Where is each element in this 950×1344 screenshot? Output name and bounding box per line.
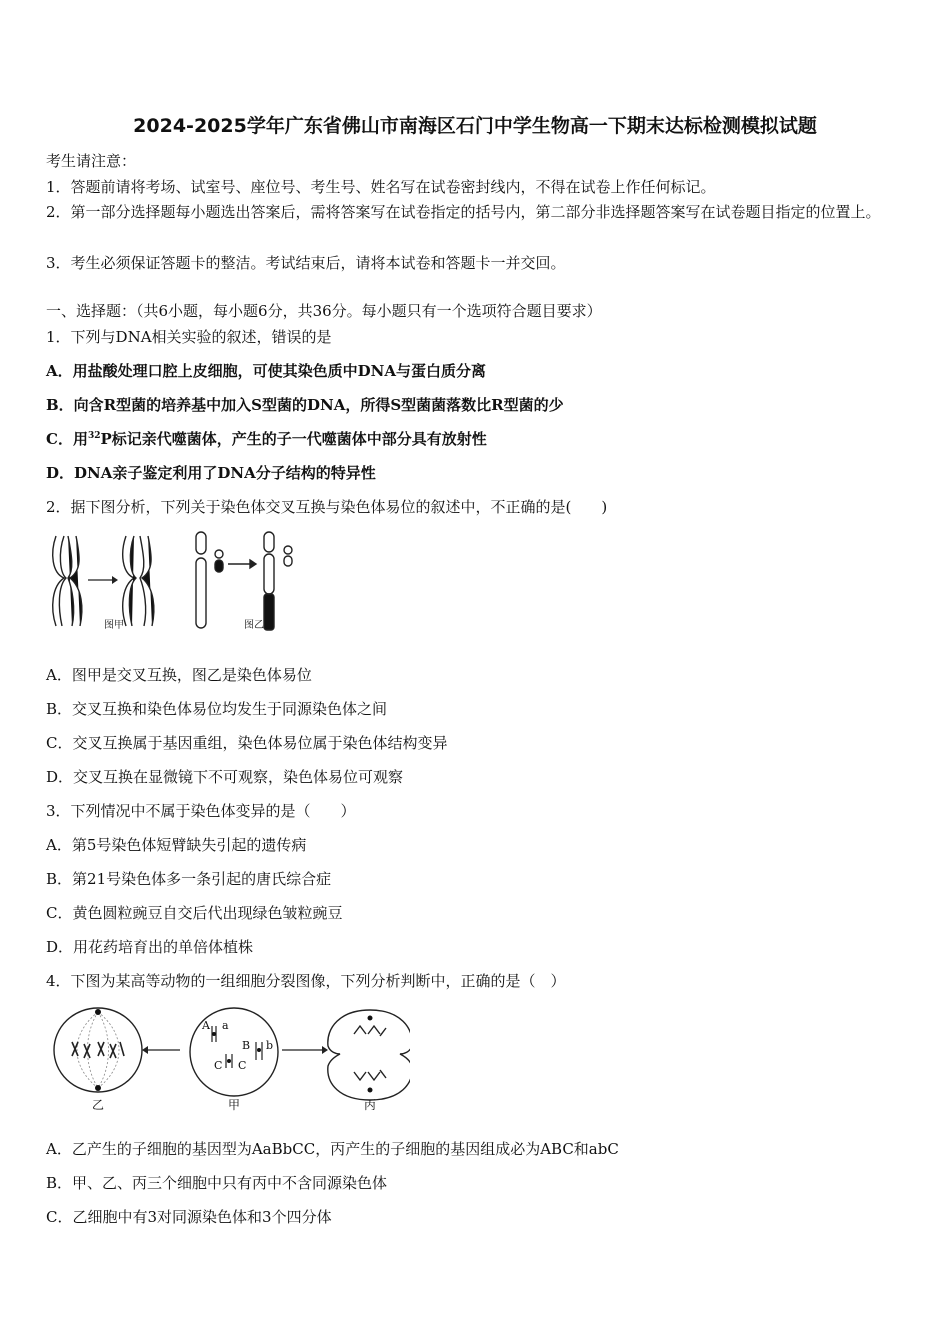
option-c: C．黄色圆粒豌豆自交后代出现绿色皱粒豌豆 bbox=[46, 904, 343, 922]
gene-label: C bbox=[238, 1059, 247, 1072]
option-b: B．第21号染色体多一条引起的唐氏综合症 bbox=[46, 870, 332, 888]
option-a: A．第5号染色体短臂缺失引起的遗传病 bbox=[46, 836, 307, 854]
question-stem: 3．下列情况中不属于染色体变异的是（ ） bbox=[46, 802, 356, 820]
question-stem: 2．据下图分析，下列关于染色体交叉互换与染色体易位的叙述中，不正确的是( ) bbox=[46, 498, 608, 516]
chromosome-figure bbox=[46, 528, 306, 638]
figure-label: 丙 bbox=[364, 1098, 377, 1112]
gene-label: C bbox=[214, 1059, 223, 1072]
option-b: B．甲、乙、丙三个细胞中只有丙中不含同源染色体 bbox=[46, 1174, 388, 1192]
figure-b bbox=[196, 532, 292, 630]
figure-a-before bbox=[53, 536, 82, 626]
option-c bbox=[46, 429, 487, 449]
cell-division-figure bbox=[50, 1004, 410, 1112]
option-c: C．乙细胞中有3对同源染色体和3个四分体 bbox=[46, 1208, 332, 1226]
cell-c-anaphase bbox=[328, 1010, 410, 1100]
option-d: D．用花药培育出的单倍体植株 bbox=[46, 938, 254, 956]
figure-label: 图甲 bbox=[104, 620, 124, 631]
notice-item: 3．考生必须保证答题卡的整洁。考试结束后，请将本试卷和答题卡一并交回。 bbox=[46, 254, 566, 272]
option-a: A．乙产生的子细胞的基因型为AaBbCC，丙产生的子细胞的基因组成必为ABC和abC bbox=[46, 1140, 619, 1158]
gene-label: B bbox=[242, 1039, 251, 1052]
section-heading: 一、选择题：（共6小题，每小题6分，共36分。每小题只有一个选项符合题目要求） bbox=[46, 302, 602, 320]
arrow-head-icon bbox=[322, 1046, 328, 1054]
option-b: B．向含R型菌的培养基中加入S型菌的DNA，所得S型菌菌落数比R型菌的少 bbox=[46, 396, 564, 414]
figure-label: 图乙 bbox=[244, 620, 264, 631]
figure-label: 乙 bbox=[92, 1098, 105, 1112]
question-stem: 1．下列与DNA相关实验的叙述，错误的是 bbox=[46, 328, 332, 346]
notice-item: 1．答题前请将考场、试室号、座位号、考生号、姓名写在试卷密封线内，不得在试卷上作任何标记。 bbox=[46, 178, 716, 196]
notice-item: 2．第一部分选择题每小题选出答案后，需将答案写在试卷指定的括号内，第二部分非选择题答案写在试卷题目指定的位置上。 bbox=[46, 203, 881, 221]
gene-label: b bbox=[266, 1039, 274, 1052]
option-d: D．DNA亲子鉴定利用了DNA分子结构的特异性 bbox=[46, 464, 376, 482]
gene-label: a bbox=[222, 1019, 229, 1032]
isotope-superscript: 32 bbox=[87, 431, 101, 441]
arrow-icon bbox=[142, 1046, 148, 1054]
option-d: D．交叉互换在显微镜下不可观察，染色体易位可观察 bbox=[46, 768, 404, 786]
option-a: A．图甲是交叉互换，图乙是染色体易位 bbox=[46, 666, 312, 684]
notice-heading: 考生请注意： bbox=[46, 152, 137, 170]
option-c: C．交叉互换属于基因重组，染色体易位属于染色体结构变异 bbox=[46, 734, 448, 752]
page-title: 2024-2025学年广东省佛山市南海区石门中学生物高一下期末达标检测模拟试题 bbox=[133, 115, 817, 137]
gene-label: A bbox=[202, 1019, 210, 1032]
option-b: B．交叉互换和染色体易位均发生于同源染色体之间 bbox=[46, 700, 388, 718]
option-a: A．用盐酸处理口腔上皮细胞，可使其染色质中DNA与蛋白质分离 bbox=[46, 362, 486, 380]
figure-a-after bbox=[123, 536, 154, 626]
cell-b-metaphase bbox=[54, 1008, 142, 1092]
option-c-prefix: C．用 bbox=[46, 430, 88, 448]
arrow-head-icon bbox=[112, 576, 118, 584]
figure-label: 甲 bbox=[228, 1098, 241, 1112]
question-stem: 4．下图为某高等动物的一组细胞分裂图像，下列分析判断中，正确的是（ ） bbox=[46, 972, 566, 990]
option-c-rest: P标记亲代噬菌体，产生的子一代噬菌体中部分具有放射性 bbox=[100, 430, 487, 448]
